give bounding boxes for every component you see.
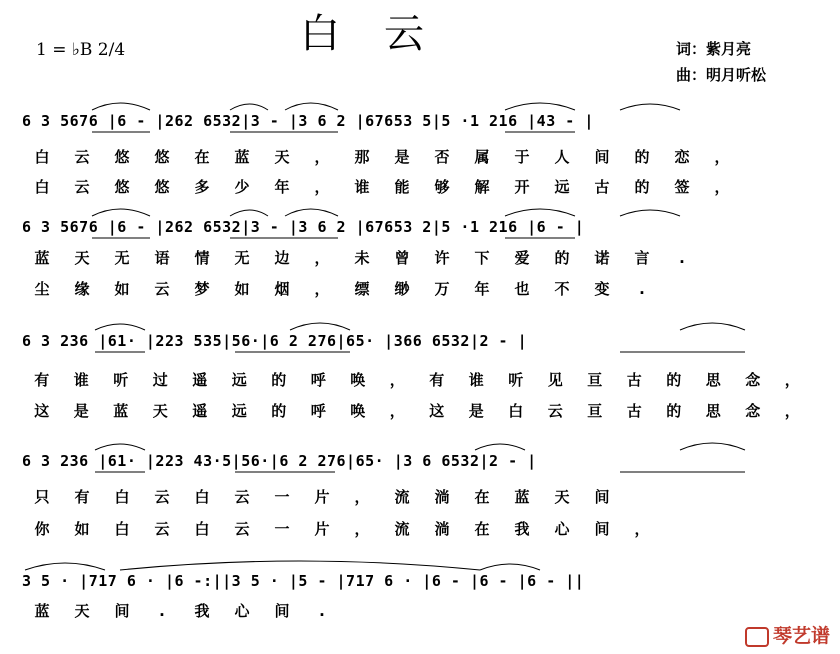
lyricist-credit: 词：紫月亮 — [676, 40, 752, 58]
notation-line-4: 6 3 236 |61· |223 43·5|56·|6 2 276|65· |3 6 6532|2 - | — [22, 452, 537, 470]
lyric-line-2a: 蓝 天 无 语 情 无 边 ， 未 曾 许 下 爱 的 诺 言 . — [34, 249, 685, 267]
lyric-line-2b: 尘 缘 如 云 梦 如 烟 ， 缥 缈 万 年 也 不 变 . — [34, 280, 645, 298]
lyric-line-4a: 只 有 白 云 白 云 一 片 ， 流 淌 在 蓝 天 间 — [34, 488, 610, 506]
logo-icon — [745, 627, 769, 647]
composer-credit: 曲：明月听松 — [676, 66, 767, 84]
song-title: 白 云 — [300, 11, 426, 57]
site-logo — [745, 621, 830, 648]
lyric-line-3b: 这 是 蓝 天 遥 远 的 呼 唤 ， 这 是 白 云 亘 古 的 思 念 ， — [34, 402, 800, 420]
lyric-line-5: 蓝 天 间 . 我 心 间 . — [34, 602, 325, 620]
logo-text: 琴艺谱 — [772, 625, 830, 647]
lyric-line-1a: 白 云 悠 悠 在 蓝 天 ， 那 是 否 属 于 人 间 的 恋 ， — [34, 148, 730, 166]
lyric-line-1b: 白 云 悠 悠 多 少 年 ， 谁 能 够 解 开 远 古 的 签 ， — [34, 178, 730, 196]
notation-line-2: 6 3 5676 |6 - |262 6532|3 - |3 6 2 |67653 2|5 ·1 216 |6 - | — [22, 218, 585, 236]
notation-line-5: 3 5 · |717 6 · |6 -:||3 5 · |5 - |717 6 · |6 - |6 - |6 - || — [22, 572, 585, 590]
key-signature: 1 = ♭B 2/4 — [36, 40, 126, 60]
lyric-line-4b: 你 如 白 云 白 云 一 片 ， 流 淌 在 我 心 间 ， — [34, 520, 650, 538]
notation-line-1: 6 3 5676 |6 - |262 6532|3 - |3 6 2 |67653 5|5 ·1 216 |43 - | — [22, 112, 594, 130]
lyric-line-3a: 有 谁 听 过 遥 远 的 呼 唤 ， 有 谁 听 见 亘 古 的 思 念 ， — [34, 371, 800, 389]
notation-line-3: 6 3 236 |61· |223 535|56·|6 2 276|65· |366 6532|2 - | — [22, 332, 528, 350]
